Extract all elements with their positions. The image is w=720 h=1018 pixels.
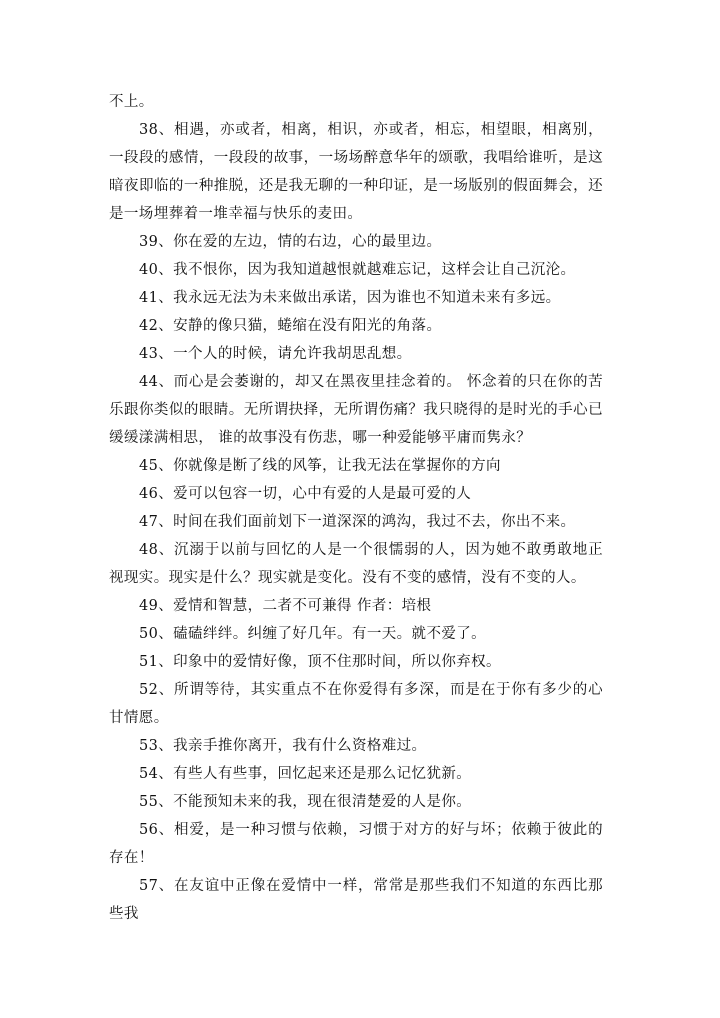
- paragraph-41: 41、我永远无法为未来做出承诺，因为谁也不知道未来有多远。: [139, 290, 561, 306]
- paragraph-57: 57、在友谊中正像在爱情中一样，常常是那些我们不知道的东西比那些我: [109, 878, 603, 922]
- paragraph-49: 49、爱情和智慧，二者不可兼得 作者：培根: [139, 598, 432, 614]
- paragraph-48: 48、沉溺于以前与回忆的人是一个很懦弱的人，因为她不敢勇敢地正视现实。现实是什么？现实就是变化。没有不变的感情，没有不变的人。: [109, 542, 603, 586]
- paragraph-54: 54、有些人有些事，回忆起来还是那么记忆犹新。: [139, 766, 472, 782]
- paragraph-50: 50、磕磕绊绊。纠缠了好几年。有一天。就不爱了。: [139, 626, 487, 642]
- paragraph-52: 52、所谓等待，其实重点不在你爱得有多深，而是在于你有多少的心甘情愿。: [109, 682, 603, 726]
- paragraph-55: 55、不能预知未来的我，现在很清楚爱的人是你。: [139, 794, 472, 810]
- paragraph-44: 44、而心是会萎谢的，却又在黑夜里挂念着的。 怀念着的只在你的苦乐跟你类似的眼睛。无所谓抉择，无所谓伤痛？我只晓得的是时光的手心已缓缓漾满相思， 谁的故事没有伤悲，哪一种爱能够平庸而隽永？: [109, 374, 603, 446]
- paragraph-39: 39、你在爱的左边，情的右边，心的最里边。: [139, 234, 442, 250]
- document-body: [109, 88, 603, 928]
- paragraph-51: 51、印象中的爱情好像，顶不住那时间，所以你弃权。: [139, 654, 501, 670]
- paragraph-53: 53、我亲手推你离开，我有什么资格难过。: [139, 738, 427, 754]
- paragraph-continuation: 不上。: [109, 94, 154, 110]
- paragraph-38: 38、相遇，亦或者，相离，相识，亦或者，相忘，相望眼，相离别，一段段的感情，一段段的故事，一场场醉意华年的颂歌，我唱给谁听，是这暗夜即临的一种推脱，还是我无聊的一种印证，是一场版别的假面舞会，还是一场埋葬着一堆幸福与快乐的麦田。: [109, 122, 603, 222]
- paragraph-47: 47、时间在我们面前划下一道深深的鸿沟，我过不去，你出不来。: [139, 514, 576, 530]
- paragraph-42: 42、安静的像只猫，蜷缩在没有阳光的角落。: [139, 318, 442, 334]
- paragraph-46: 46、爱可以包容一切，心中有爱的人是最可爱的人: [139, 486, 472, 502]
- paragraph-40: 40、我不恨你，因为我知道越恨就越难忘记，这样会让自己沉沦。: [139, 262, 576, 278]
- paragraph-56: 56、相爱，是一种习惯与依赖，习惯于对方的好与坏；依赖于彼此的存在！: [109, 822, 603, 866]
- paragraph-45: 45、你就像是断了线的风筝，让我无法在掌握你的方向: [139, 458, 501, 474]
- paragraph-43: 43、一个人的时候，请允许我胡思乱想。: [139, 346, 412, 362]
